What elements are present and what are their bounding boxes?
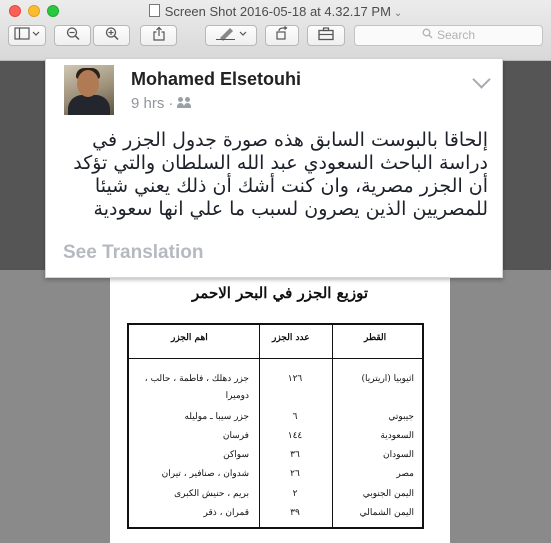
share-icon xyxy=(152,26,166,42)
table-divider xyxy=(259,325,260,527)
cell-count: ٦ xyxy=(292,412,298,422)
author-name[interactable]: Mohamed Elsetouhi xyxy=(131,69,302,89)
cell-count: ٣٦ xyxy=(290,450,300,460)
cell-islands: جزر سيبا ـ موليله xyxy=(184,412,249,422)
cell-count: ٢ xyxy=(292,489,298,499)
document-title: توزيع الجزر في البحر الاحمر xyxy=(192,284,368,302)
toolbox-icon xyxy=(317,26,335,41)
chevron-down-icon[interactable]: ⌄ xyxy=(393,8,403,19)
cell-count: ٣٩ xyxy=(290,508,300,518)
toolbox-button[interactable] xyxy=(307,25,345,46)
friends-icon[interactable] xyxy=(177,97,193,109)
cell-count: ٢٦ xyxy=(290,469,300,479)
document-file-icon xyxy=(149,4,160,17)
cell-country: جيبوتي xyxy=(388,412,414,422)
cell-islands: شدوان ، صنافير ، تيران xyxy=(161,469,249,479)
post-text-line: أن الجزر مصرية، وان كنت أشك أن ذلك يعني شيئا xyxy=(94,175,488,197)
post-meta: 9 hrs · xyxy=(131,95,193,112)
rotate-icon xyxy=(274,26,290,41)
cell-islands: جزر دهلك ، فاطمة ، حالب ، xyxy=(144,374,249,384)
document-viewport xyxy=(0,270,551,543)
markup-button[interactable] xyxy=(205,25,257,46)
search-placeholder: Search xyxy=(436,28,476,42)
cell-count: ١٢٦ xyxy=(287,374,303,384)
cell-country: السودان xyxy=(382,450,414,460)
post-text xyxy=(60,129,488,221)
facebook-post xyxy=(45,59,503,278)
cell-country: مصر xyxy=(396,469,414,479)
cell-islands-continued: دوميرا xyxy=(225,391,249,401)
cell-islands: فرسان xyxy=(222,431,249,441)
zoom-in-icon xyxy=(104,26,120,41)
chevron-down-icon[interactable] xyxy=(472,70,490,88)
zoom-out-button[interactable] xyxy=(54,25,91,46)
header-country: القطر xyxy=(364,333,387,343)
post-timestamp[interactable]: 9 hrs xyxy=(131,95,165,112)
document-page xyxy=(110,270,450,543)
search-field[interactable] xyxy=(354,25,543,46)
sidebar-icon xyxy=(12,26,42,41)
cell-country: السعودية xyxy=(380,431,414,441)
rotate-button[interactable] xyxy=(265,25,299,46)
table-divider xyxy=(332,325,333,527)
zoom-out-icon xyxy=(65,26,81,41)
header-count: عدد الجزر xyxy=(272,333,310,343)
cell-islands: قمران ، ذقر xyxy=(203,508,249,518)
post-text-line: إلحاقا بالبوست السابق هذه صورة جدول الجزر في xyxy=(92,129,488,151)
see-translation-link[interactable]: See Translation xyxy=(63,242,204,263)
cell-islands: سواكن xyxy=(223,450,249,460)
cell-country: اليمن الجنوبي xyxy=(362,489,414,499)
search-icon xyxy=(422,26,433,45)
table-header-divider xyxy=(129,358,422,359)
islands-table xyxy=(127,323,424,529)
markup-pen-icon xyxy=(211,26,251,41)
window-title-text: Screen Shot 2016-05-18 at 4.32.17 PM xyxy=(164,4,391,19)
post-text-line: للمصريين الذين يصرون لسبب ما علي انها سعودية xyxy=(93,198,488,220)
cell-country: اثيوبيا (اريتريا) xyxy=(361,374,414,384)
cell-country: اليمن الشمالي xyxy=(359,508,414,518)
title-bar[interactable] xyxy=(0,0,551,22)
avatar[interactable] xyxy=(64,65,114,115)
share-button[interactable] xyxy=(140,25,177,46)
zoom-in-button[interactable] xyxy=(93,25,130,46)
header-islands: اهم الجزر xyxy=(171,333,208,343)
cell-count: ١٤٤ xyxy=(287,431,303,441)
preview-window-chrome xyxy=(0,0,551,61)
post-text-line: دراسة الباحث السعودي عبد الله السلطان والتي تؤكد xyxy=(73,152,488,174)
cell-islands: بريم ، حنيش الكبرى xyxy=(174,489,249,499)
window-title[interactable] xyxy=(0,4,551,19)
sidebar-view-button[interactable] xyxy=(8,25,46,46)
